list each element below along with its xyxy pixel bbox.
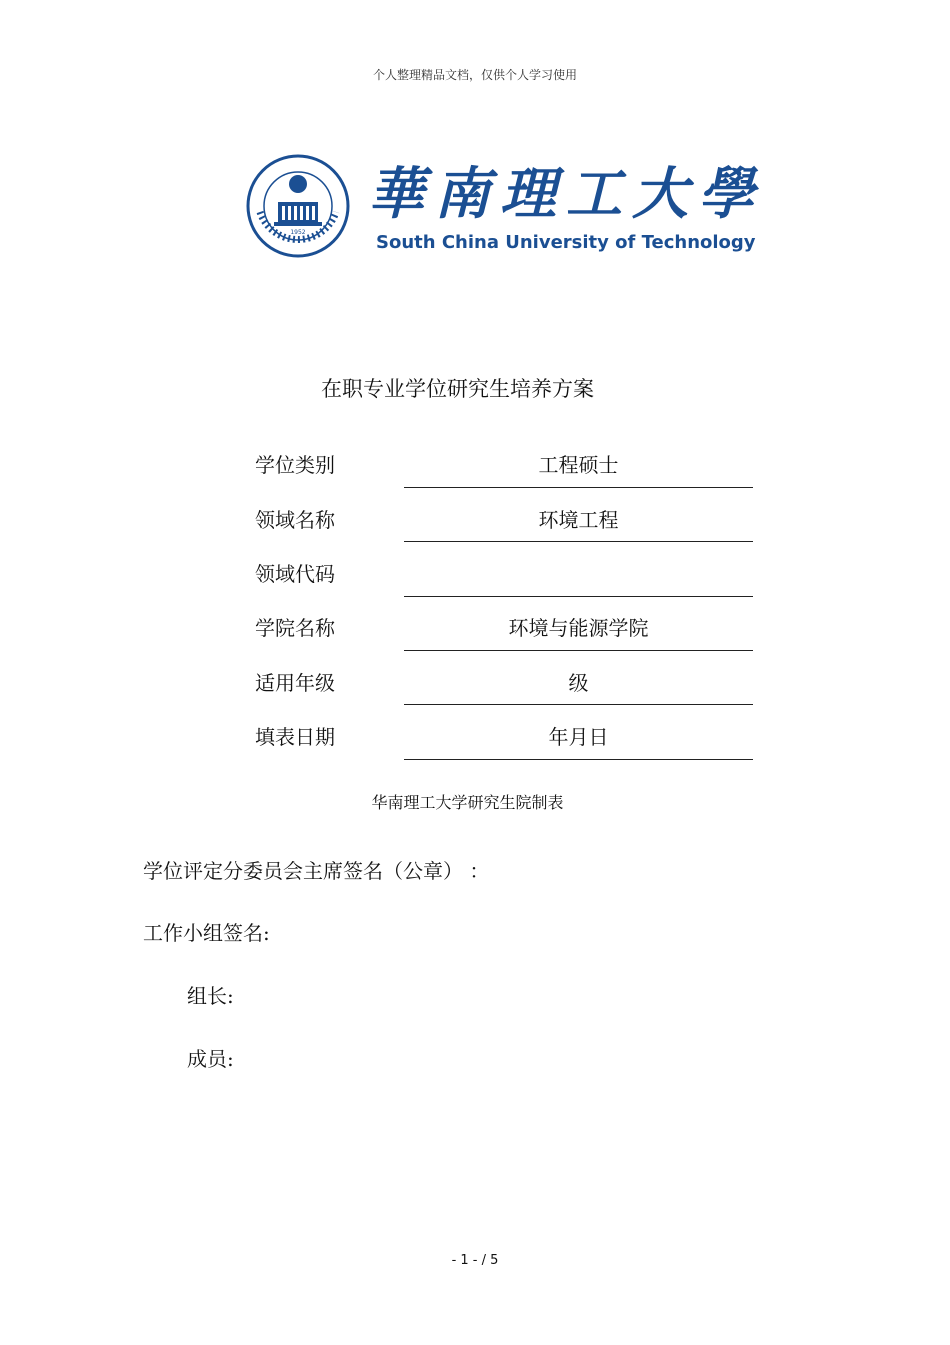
value-field-name: 环境工程 bbox=[538, 508, 619, 532]
header-note: 个人整理精品文档，仅供个人学习使用 bbox=[372, 68, 577, 82]
university-name-english: South China University of Technology bbox=[376, 232, 756, 253]
value-applicable-grade: 级 bbox=[568, 671, 589, 695]
label-applicable-grade: 适用年级 bbox=[255, 671, 335, 695]
group-signature-label: 工作小组签名: bbox=[143, 921, 270, 945]
emblem-year: 1952 bbox=[290, 229, 306, 236]
university-name-chinese: 華南理工大學 bbox=[368, 161, 764, 227]
university-logo bbox=[246, 150, 764, 260]
page-title: 在职专业学位研究生培养方案 bbox=[321, 377, 594, 401]
label-fill-date: 填表日期 bbox=[255, 725, 335, 749]
underline-field-code bbox=[404, 596, 753, 597]
label-field-code: 领域代码 bbox=[255, 562, 335, 586]
label-college-name: 学院名称 bbox=[255, 616, 335, 640]
university-emblem-icon bbox=[246, 154, 350, 258]
underline-college-name bbox=[404, 650, 753, 651]
form-maker: 华南理工大学研究生院制表 bbox=[371, 793, 564, 812]
label-degree-type: 学位类别 bbox=[255, 453, 335, 477]
value-college-name: 环境与能源学院 bbox=[508, 616, 649, 640]
label-field-name: 领域名称 bbox=[255, 508, 335, 532]
chair-signature-label: 学位评定分委员会主席签名（公章） ： bbox=[143, 859, 490, 883]
underline-degree-type bbox=[404, 487, 753, 488]
value-fill-date: 年月日 bbox=[548, 725, 609, 749]
value-degree-type: 工程硕士 bbox=[538, 453, 619, 477]
underline-applicable-grade bbox=[404, 704, 753, 705]
underline-fill-date bbox=[404, 759, 753, 760]
page-number: - 1 - / 5 bbox=[451, 1253, 499, 1268]
underline-field-name bbox=[404, 541, 753, 542]
members-signature-label: 成员: bbox=[187, 1047, 234, 1071]
leader-signature-label: 组长: bbox=[187, 984, 234, 1008]
